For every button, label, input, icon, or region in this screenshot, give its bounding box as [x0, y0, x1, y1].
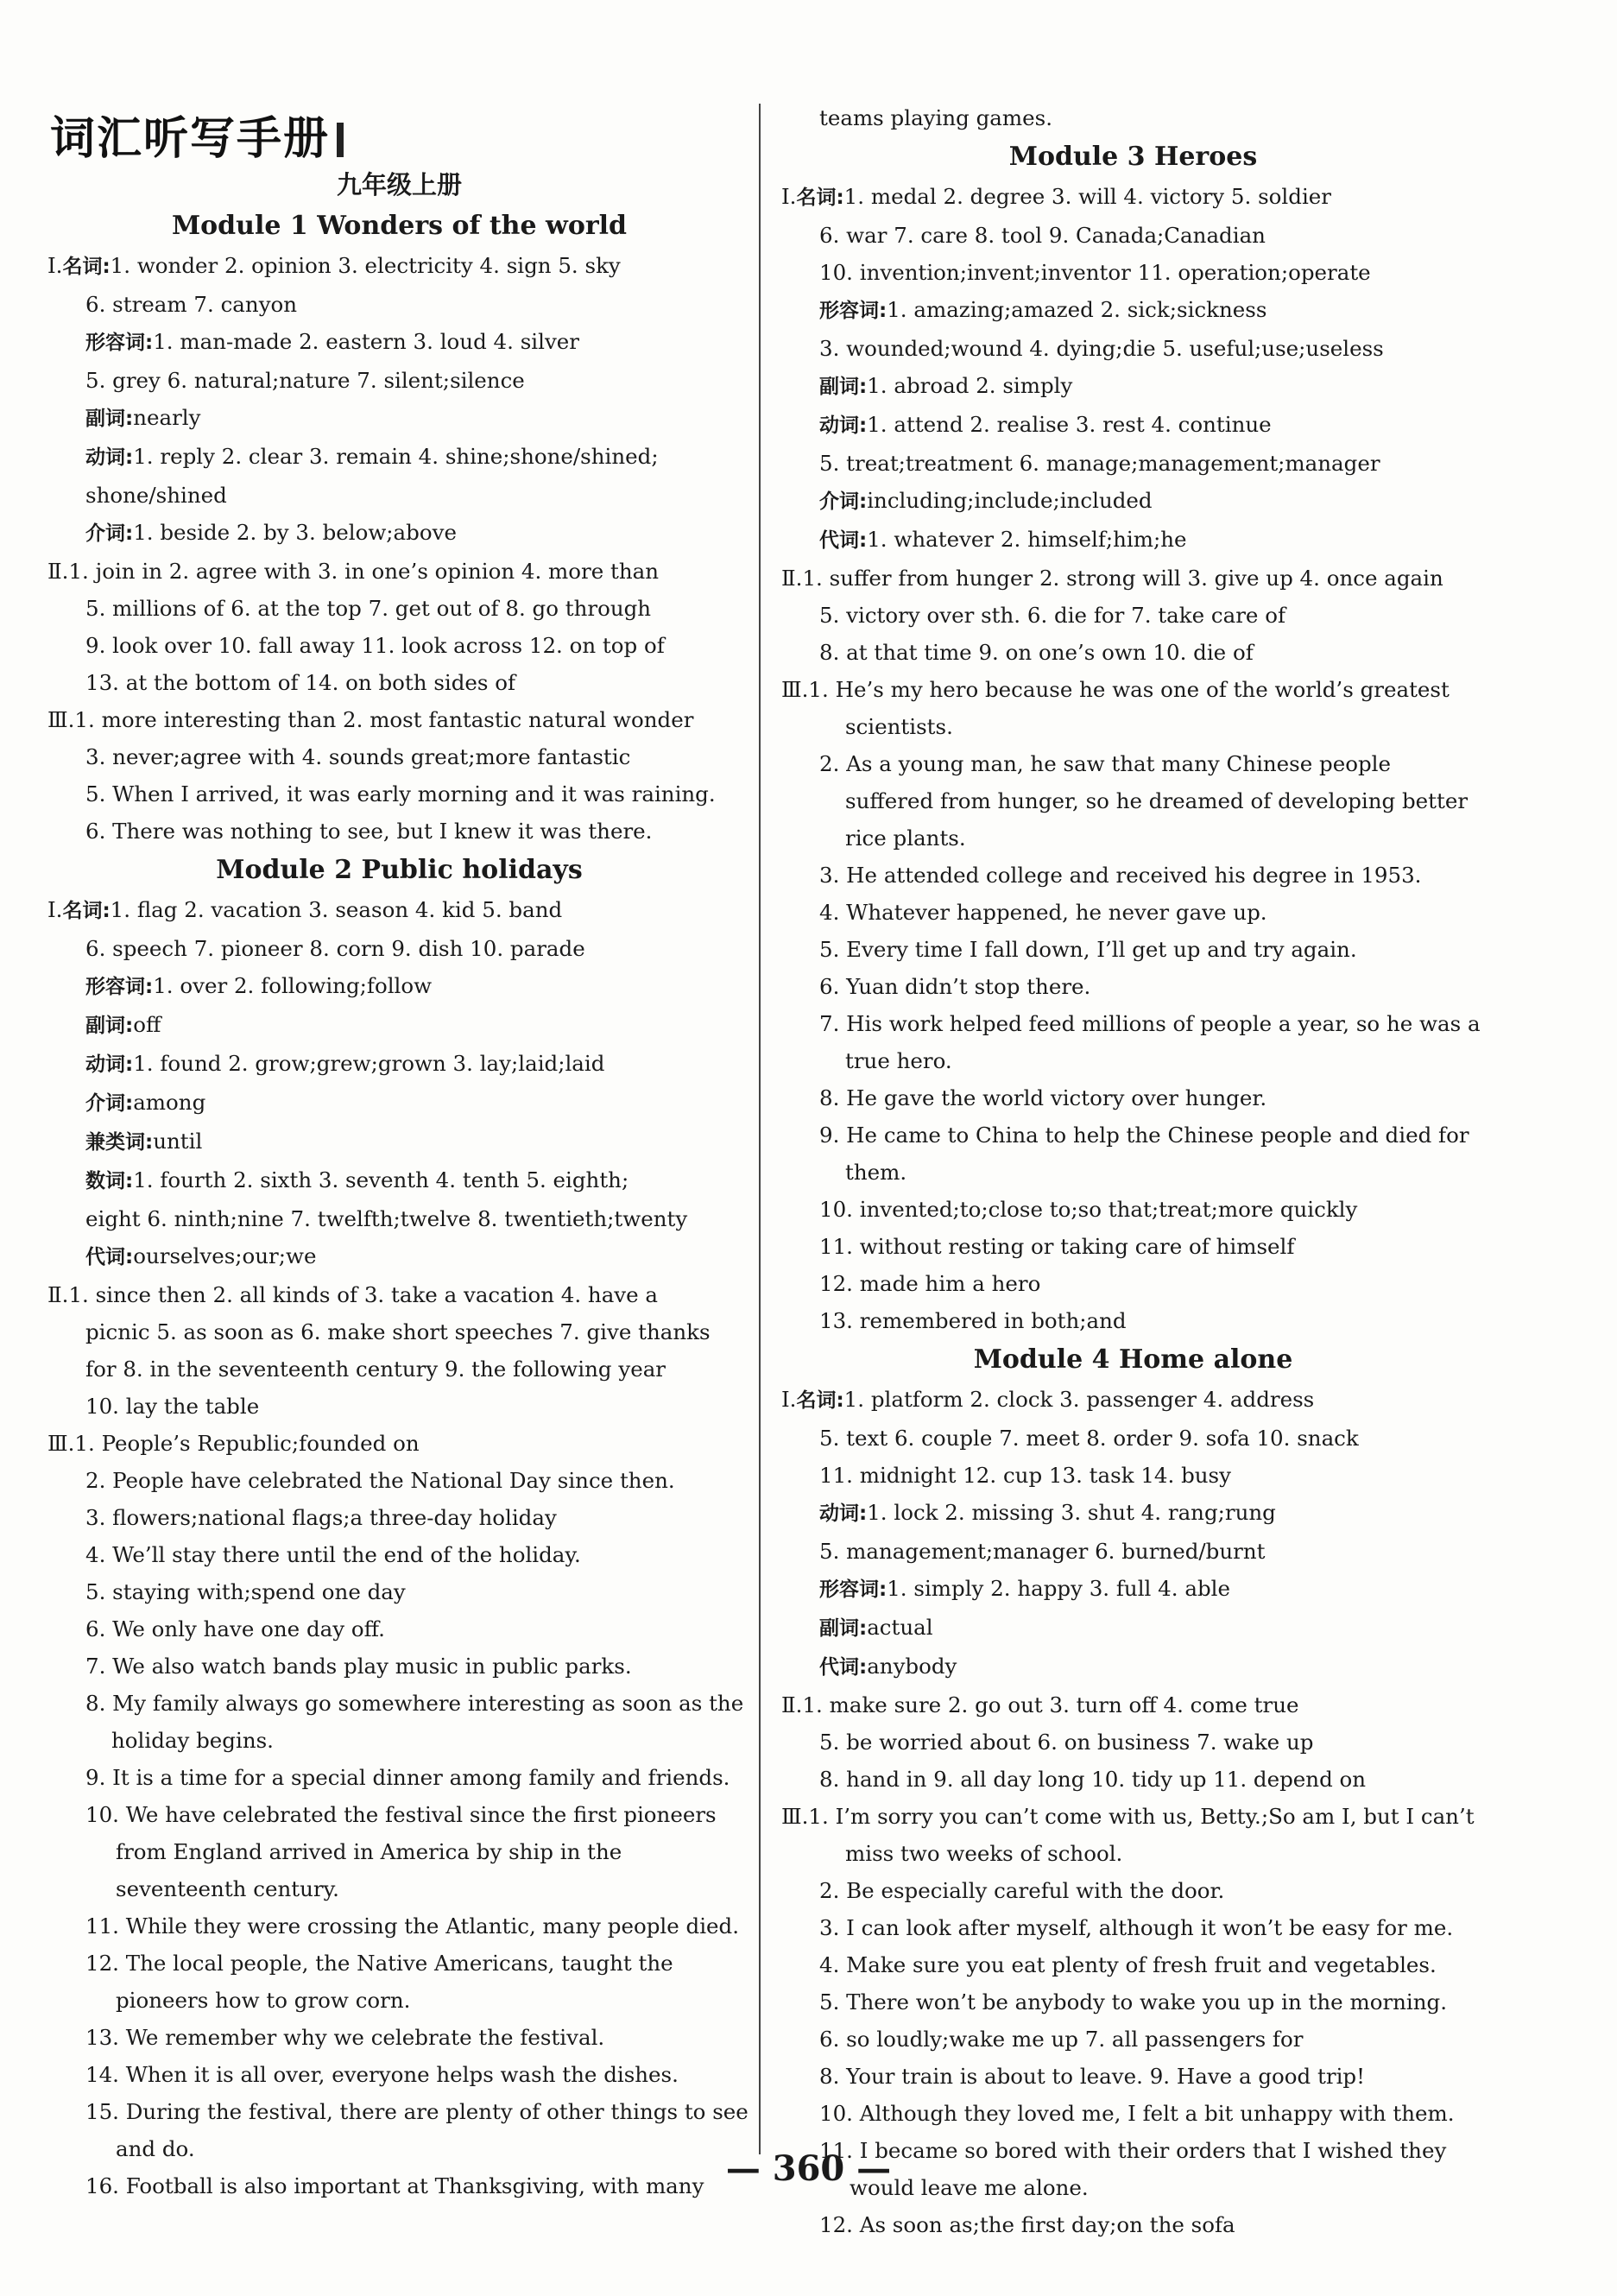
m2-s3-9: 9. It is a time for a special dinner among family and friends. — [85, 1765, 730, 1790]
brand-text: 词汇听写手册 — [50, 113, 331, 165]
m3-s1-prep: 介词:including;include;included — [819, 488, 1153, 513]
m3-s2-3: 8. at that time 9. on one’s own 10. die of — [819, 640, 1254, 665]
m2-s1-adj: 形容词:1. over 2. following;follow — [85, 973, 433, 998]
left-column — [47, 164, 751, 2204]
m4-s1-verb-2: 5. management;manager 6. burned/burnt — [819, 1539, 1266, 1564]
m3-s2-1: Ⅱ.1. suffer from hunger 2. strong will 3. give up 4. once again — [781, 566, 1443, 591]
m2-s3-14: 14. When it is all over, everyone helps wash the dishes. — [85, 2062, 679, 2087]
m4-s3-5: 5. There won’t be anybody to wake you up in the morning. — [819, 1989, 1448, 2015]
m2-s1-adv: 副词:off — [85, 1012, 161, 1037]
m3-s3-2: 2. As a young man, he saw that many Chinese people suffered from hunger, so he dreamed of developing better rice plants. — [819, 751, 1469, 851]
m3-s3-12: 12. made him a hero — [819, 1271, 1041, 1296]
m4-s3-8: 10. Although they loved me, I felt a bit unhappy with them. — [819, 2101, 1455, 2126]
m4-s1-adj: 形容词:1. simply 2. happy 3. full 4. able — [819, 1576, 1230, 1601]
module-1-title: Module 1 Wonders of the world — [171, 211, 628, 241]
m1-s1-adj-1: 形容词:1. man-made 2. eastern 3. loud 4. silver — [85, 329, 579, 354]
m4-s2-3: 8. hand in 9. all day long 10. tidy up 11. depend on — [819, 1767, 1367, 1792]
right-column — [781, 99, 1485, 2243]
m2-s3-3: 3. flowers;national flags;a three-day holiday — [85, 1505, 557, 1530]
m1-s2-1: Ⅱ.1. join in 2. agree with 3. in one’s opinion 4. more than — [47, 559, 660, 584]
m4-s1-noun-3: 11. midnight 12. cup 13. task 14. busy — [819, 1463, 1231, 1488]
m4-s2-1: Ⅱ.1. make sure 2. go out 3. turn off 4. come true — [781, 1692, 1299, 1717]
m4-s3-4: 4. Make sure you eat plenty of fresh fruit and vegetables. — [819, 1952, 1437, 1977]
m2-s1-num-1: 数词:1. fourth 2. sixth 3. seventh 4. tenth 5. eighth; — [85, 1167, 629, 1192]
m3-s3-10: 10. invented;to;close to;so that;treat;more quickly — [819, 1197, 1358, 1222]
m3-s3-3: 3. He attended college and received his degree in 1953. — [819, 863, 1422, 888]
m3-s1-pron: 代词:1. whatever 2. himself;him;he — [819, 527, 1187, 552]
module-3-title: Module 3 Heroes — [1008, 142, 1258, 172]
m3-s1-adv: 副词:1. abroad 2. simply — [819, 373, 1073, 398]
m2-s3-1: Ⅲ.1. People’s Republic;founded on — [47, 1431, 420, 1456]
m3-s3-6: 6. Yuan didn’t stop there. — [819, 974, 1091, 999]
m1-s1-noun-1: Ⅰ.名词:1. wonder 2. opinion 3. electricity 4. sign 5. sky — [47, 253, 621, 278]
m2-s3-6: 6. We only have one day off. — [85, 1616, 385, 1641]
m1-s2-3: 9. look over 10. fall away 11. look across 12. on top of — [85, 633, 665, 658]
m1-s3-1: Ⅲ.1. more interesting than 2. most fantastic natural wonder — [47, 707, 694, 732]
m2-s1-conj: 兼类词:until — [85, 1129, 203, 1154]
page-number: — 360 — — [725, 2148, 892, 2189]
m3-s3-7: 7. His work helped feed millions of people a year, so he was a true hero. — [819, 1011, 1481, 1073]
m3-s3-5: 5. Every time I fall down, I’ll get up and try again. — [819, 937, 1357, 962]
m2-s3-16: 16. Football is also important at Thanksgiving, with many — [85, 2173, 704, 2198]
m3-s1-adj-1: 形容词:1. amazing;amazed 2. sick;sickness — [819, 297, 1267, 322]
m3-s1-verb-2: 5. treat;treatment 6. manage;management;manager — [819, 451, 1380, 476]
m3-s3-11: 11. without resting or taking care of himself — [819, 1234, 1295, 1259]
m1-s2-2: 5. millions of 6. at the top 7. get out of 8. go through — [85, 596, 652, 621]
m2-s1-prep: 介词:among — [85, 1090, 206, 1115]
m2-s2-3: for 8. in the seventeenth century 9. the following year — [85, 1357, 666, 1382]
m4-s3-3: 3. I can look after myself, although it won’t be easy for me. — [819, 1915, 1454, 1940]
m3-s3-1: Ⅲ.1. He’s my hero because he was one of the world’s greatest scientists. — [781, 677, 1450, 739]
m4-s1-adv: 副词:actual — [819, 1615, 933, 1640]
grade-heading: 九年级上册 — [336, 170, 462, 199]
m2-s1-pron: 代词:ourselves;our;we — [85, 1243, 317, 1268]
m1-s2-4: 13. at the bottom of 14. on both sides of — [85, 670, 516, 695]
m3-s3-9: 9. He came to China to help the Chinese people and died for them. — [819, 1123, 1469, 1185]
m2-s2-4: 10. lay the table — [85, 1394, 260, 1419]
m4-s3-9: 11. I became so bored with their orders that I wished they would leave me alone. — [819, 2138, 1447, 2200]
m3-s1-noun-3: 10. invention;invent;inventor 11. operation;operate — [819, 260, 1371, 285]
m2-s3-11: 11. While they were crossing the Atlantic, many people died. — [85, 1913, 739, 1939]
m3-s3-4: 4. Whatever happened, he never gave up. — [819, 900, 1267, 925]
m4-s3-10: 12. As soon as;the first day;on the sofa — [819, 2212, 1235, 2237]
m4-s3-1: Ⅲ.1. I’m sorry you can’t come with us, Betty.;So am I, but I can’t miss two weeks of school. — [781, 1804, 1475, 1866]
m4-s3-7: 8. Your train is about to leave. 9. Have a good trip! — [819, 2064, 1365, 2089]
m2-s1-noun-2: 6. speech 7. pioneer 8. corn 9. dish 10. parade — [85, 936, 585, 961]
m2-s3-7: 7. We also watch bands play music in public parks. — [85, 1654, 632, 1679]
m3-s1-noun-2: 6. war 7. care 8. tool 9. Canada;Canadian — [819, 223, 1266, 248]
m4-s3-2: 2. Be especially careful with the door. — [819, 1878, 1225, 1903]
m3-s1-adj-2: 3. wounded;wound 4. dying;die 5. useful;use;useless — [819, 336, 1384, 361]
m1-s1-verb-2: shone/shined — [85, 483, 227, 508]
module-2-title: Module 2 Public holidays — [216, 855, 583, 885]
m2-s1-verb: 动词:1. found 2. grow;grew;grown 3. lay;laid;laid — [85, 1051, 605, 1076]
m3-s3-13: 13. remembered in both;and — [819, 1308, 1127, 1333]
m1-s1-adj-2: 5. grey 6. natural;nature 7. silent;silence — [85, 368, 525, 393]
module-4-title: Module 4 Home alone — [973, 1344, 1293, 1375]
m3-s3-8: 8. He gave the world victory over hunger. — [819, 1085, 1267, 1110]
m3-s1-verb-1: 动词:1. attend 2. realise 3. rest 4. continue — [819, 412, 1272, 437]
m1-s1-adv: 副词:nearly — [85, 405, 201, 430]
m2-s1-noun-1: Ⅰ.名词:1. flag 2. vacation 3. season 4. kid 5. band — [47, 897, 563, 922]
column-divider — [759, 104, 761, 2154]
m4-s1-noun-2: 5. text 6. couple 7. meet 8. order 9. sofa 10. snack — [819, 1426, 1359, 1451]
m1-s1-verb-1: 动词:1. reply 2. clear 3. remain 4. shine;shone/shined; — [85, 444, 659, 469]
brand-bar-decoration — [337, 123, 344, 157]
m4-s1-verb-1: 动词:1. lock 2. missing 3. shut 4. rang;rung — [819, 1500, 1276, 1525]
m2-s3-13: 13. We remember why we celebrate the festival. — [85, 2025, 605, 2050]
m2-s2-2: picnic 5. as soon as 6. make short speeches 7. give thanks — [85, 1319, 711, 1344]
m4-s3-6: 6. so loudly;wake me up 7. all passengers for — [819, 2027, 1304, 2052]
m2-s2-1: Ⅱ.1. since then 2. all kinds of 3. take a vacation 4. have a — [47, 1282, 659, 1307]
m2-s3-15: 15. During the festival, there are plenty of other things to see and do. — [85, 2099, 748, 2161]
m2-s3-12: 12. The local people, the Native Americans, taught the pioneers how to grow corn. — [85, 1951, 673, 2013]
m2-s3-2: 2. People have celebrated the National Day since then. — [85, 1468, 675, 1493]
m1-s1-noun-2: 6. stream 7. canyon — [85, 292, 298, 317]
m4-s2-2: 5. be worried about 6. on business 7. wake up — [819, 1730, 1314, 1755]
m4-s1-noun-1: Ⅰ.名词:1. platform 2. clock 3. passenger 4. address — [781, 1387, 1315, 1412]
m1-s1-prep: 介词:1. beside 2. by 3. below;above — [85, 520, 457, 545]
brand-title — [50, 102, 344, 167]
m1-s3-3: 5. When I arrived, it was early morning and it was raining. — [85, 781, 716, 806]
m2-s3-16-continued: teams playing games. — [819, 105, 1052, 130]
m2-s3-10: 10. We have celebrated the festival since the first pioneers from England arrived in America by ship in the seventeenth century. — [85, 1802, 717, 1901]
m2-s3-5: 5. staying with;spend one day — [85, 1579, 406, 1604]
m2-s3-4: 4. We’ll stay there until the end of the holiday. — [85, 1542, 581, 1567]
m3-s2-2: 5. victory over sth. 6. die for 7. take care of — [819, 603, 1286, 628]
m3-s1-noun-1: Ⅰ.名词:1. medal 2. degree 3. will 4. victory 5. soldier — [781, 184, 1331, 209]
m1-s3-2: 3. never;agree with 4. sounds great;more fantastic — [85, 744, 631, 769]
m4-s1-pron: 代词:anybody — [819, 1654, 957, 1679]
m1-s3-4: 6. There was nothing to see, but I knew it was there. — [85, 819, 653, 844]
m2-s3-8: 8. My family always go somewhere interesting as soon as the holiday begins. — [85, 1691, 744, 1753]
m2-s1-num-2: eight 6. ninth;nine 7. twelfth;twelve 8. twentieth;twenty — [85, 1206, 688, 1231]
